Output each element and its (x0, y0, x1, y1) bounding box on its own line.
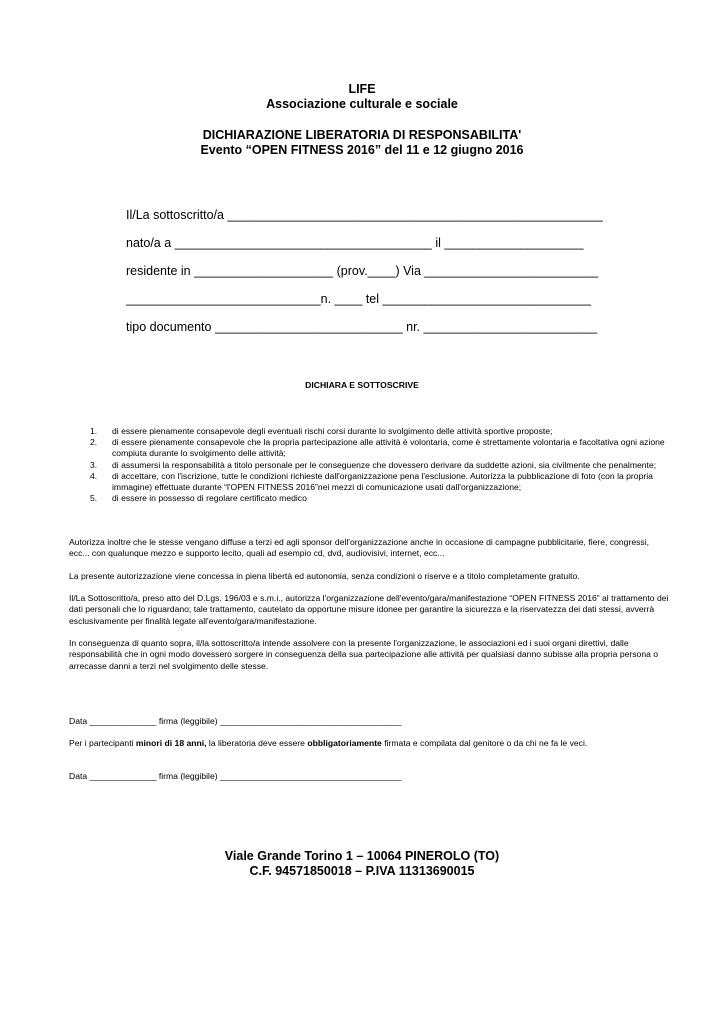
list-item (90, 471, 665, 493)
minors-note-mandatory: obbligatoriamente (307, 738, 382, 748)
list-item-text: di essere pienamente consapevole che la propria partecipazione alle attività è volontaria, come è strettamente volontaria e facoltativa ogni azione compiuta durante lo svolgimento delle attività; (112, 437, 665, 459)
paragraph-free-consent: La presente autorizzazione viene concessa in piena libertà ed autonomia, senza condizioni o riserve e a titolo completamente gratuito. (69, 571, 580, 581)
paragraph-privacy: Il/La Sottoscritto/a, preso atto del D.Lgs. 196/03 e s.m.i., autorizza l'organizzazione dell'evento/gara/manifestazione “OPEN FITNESS 2016” al trattamento dei dati personali che lo riguardano; tale trattamento, cautelato da opportune misure idonee per garantire la sicurezza e la riservatezza dei dati stessi, avverrà esclusivamente per finalità legate all'evento/gara/manifestazione. (69, 593, 669, 626)
list-item (90, 437, 665, 459)
list-item-text: di accettare, con l'iscrizione, tutte le condizioni richieste dall'organizzazione pena l'esclusione. Autorizza la pubblicazione di foto (con la propria immagine) effettuate durante “l'OPEN FITNESS 2016”nei mezzi di comunicazione usati dall'organizzazione; (112, 470, 653, 493)
minors-note-suffix: firmata e compilata dal genitore o da chi ne fa le veci. (381, 738, 588, 748)
list-item-text: di assumersi la responsabilità a titolo personale per le conseguenze che dovessero derivare da suddette azioni, sia civilmente che penalmente; (112, 459, 657, 470)
minors-note-age: minori di 18 anni, (135, 738, 207, 748)
org-name: LIFE (348, 82, 376, 96)
signature-line-guardian: Data ______________ firma (leggibile) ______________________________________ (69, 771, 402, 781)
footer-address: Viale Grande Torino 1 – 10064 PINEROLO (TO) (224, 849, 500, 863)
field-residence: residente in ____________________ (prov.____) Via _________________________ (126, 264, 599, 278)
declarations-list (90, 426, 665, 504)
field-document: tipo documento ___________________________ nr. _________________________ (126, 320, 598, 334)
signature-line-participant: Data ______________ firma (leggibile) ______________________________________ (69, 716, 402, 726)
list-item (90, 460, 665, 471)
list-item-number: 5. (90, 493, 98, 504)
list-item-number: 2. (90, 437, 98, 448)
event-line: Evento “OPEN FITNESS 2016” del 11 e 12 giugno 2016 (200, 143, 524, 157)
minors-note-middle: la liberatoria deve essere (206, 738, 308, 748)
declares-heading: DICHIARA E SOTTOSCRIVE (305, 380, 419, 390)
paragraph-authorization: Autorizza inoltre che le stesse vengano diffuse a terzi ed agli sponsor dell'organizzazione anche in occasione di campagne pubblicitarie, fiere, congressi, ecc... con qualunque mezzo e supporto lecito, quali ad esempio cd, dvd, audiovisivi, internet, ecc... (69, 537, 649, 559)
document-title: DICHIARAZIONE LIBERATORIA DI RESPONSABILITA' (202, 128, 522, 142)
minors-note (69, 738, 669, 749)
list-item-number: 3. (90, 459, 98, 470)
list-item-number: 4. (90, 470, 98, 481)
minors-note-prefix: Per i partecipanti (69, 738, 136, 748)
field-birth: nato/a a _____________________________________ il ____________________ (126, 236, 584, 250)
list-item-number: 1. (90, 426, 98, 436)
paragraph-release: In conseguenza di quanto sopra, il/la sottoscritto/a intende assolvere con la presente l'organizzazione, le associazioni ed i suoi organi direttivi, dalle responsabilità che in ogni modo dovessero sorgere in conseguenza della sua partecipazione alle attività per qualsiasi danno subisse alla propria persona o arrecasse danni a terzi nel svolgimento delle stesse. (69, 638, 659, 671)
footer-tax-ids: C.F. 94571850018 – P.IVA 11313690015 (249, 864, 475, 878)
list-item (90, 426, 665, 437)
field-signer-name: Il/La sottoscritto/a ______________________________________________________ (126, 208, 603, 222)
list-item (90, 493, 665, 504)
list-item-text: di essere pienamente consapevole degli eventuali rischi corsi durante lo svolgimento delle attività sportive proposte; (112, 426, 553, 436)
field-address-number-phone: ____________________________n. ____ tel ______________________________ (126, 292, 592, 306)
list-item-text: di essere in possesso di regolare certificato medico (112, 493, 307, 504)
org-subtitle: Associazione culturale e sociale (266, 97, 458, 111)
